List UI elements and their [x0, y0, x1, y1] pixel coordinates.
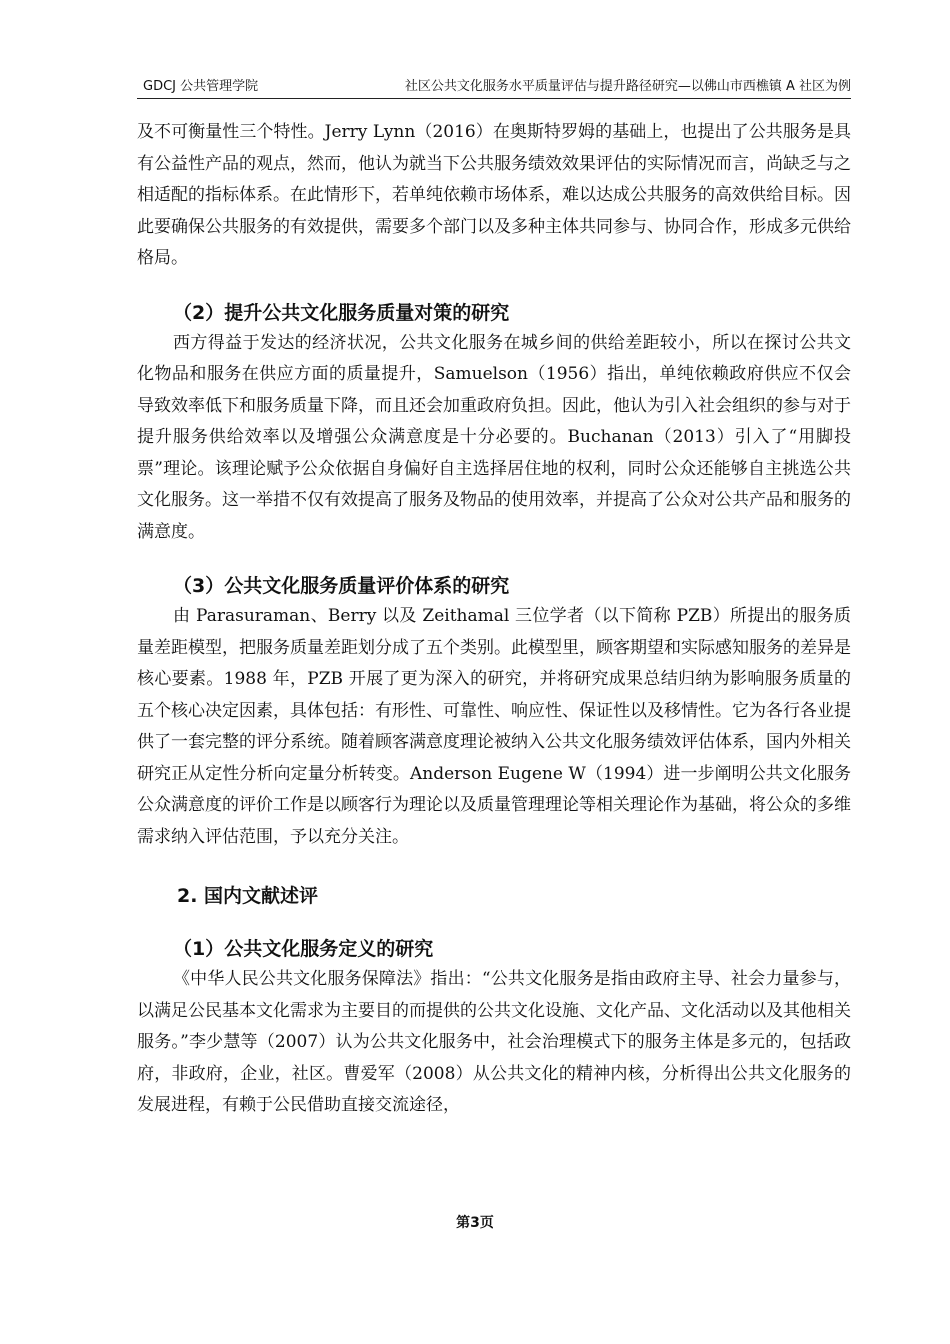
domestic-review-heading: 2. 国内文献述评 [177, 885, 319, 907]
page-number: 第3页 [456, 1215, 494, 1231]
page-body [137, 117, 851, 1122]
header-thesis-title: 社区公共文化服务水平质量评估与提升路径研究—以佛山市西樵镇 A 社区为例 [404, 79, 851, 94]
paragraph-evaluation-system: 由 Parasuraman、Berry 以及 Zeithamal 三位学者（以下简称 PZB）所提出的服务质量差距模型，把服务质量差距划分成了五个类别。此模型里，顾客期望和实际感知服务的差异是核心要素。1988 年，PZB 开展了更为深入的研究，并将研究成果总结归纳为影响服务质量的五个核心决定因素，具体包括：有形性、可靠性、响应性、保证性以及移情性。它为各行各业提供了一套完整的评分系统。随着顾客满意度理论被纳入公共文化服务绩效评估体系，国内外相关研究正从定性分析向定量分析转变。Anderson Eugene W（1994）进一步阐明公共文化服务公众满意度的评价工作是以顾客行为理论以及质量管理理论等相关理论作为基础，将公众的多维需求纳入评估范围，予以充分关注。 [137, 606, 851, 847]
section-heading-2: （2）提升公共文化服务质量对策的研究 [173, 301, 510, 324]
section-heading-3: （3）公共文化服务质量评价体系的研究 [173, 575, 510, 597]
paragraph-countermeasures: 西方得益于发达的经济状况，公共文化服务在城乡间的供给差距较小，所以在探讨公共文化物品和服务在供应方面的质量提升，Samuelson（1956）指出，单纯依赖政府供应不仅会导致效率低下和服务质量下降，而且还会加重政府负担。因此，他认为引入社会组织的参与对于提升服务供给效率以及增强公众满意度是十分必要的。Buchanan（2013）引入了“用脚投票”理论。该理论赋予公众依据自身偏好自主选择居住地的权利，同时公众还能够自主挑选公共文化服务。这一举措不仅有效提高了服务及物品的使用效率，并提高了公众对公共产品和服务的满意度。 [137, 332, 851, 542]
paragraph-definition: 《中华人民公共文化服务保障法》指出：“公共文化服务是指由政府主导、社会力量参与，以满足公民基本文化需求为主要目的而提供的公共文化设施、文化产品、文化活动以及其他相关服务。”李少慧等（2007）认为公共文化服务中，社会治理模式下的服务主体是多元的，包括政府，非政府，企业，社区。曹爱军（2008）从公共文化的精神内核，分析得出公共文化服务的发展进程，有赖于公民借助直接交流途径， [137, 969, 851, 1115]
paragraph-continued: 及不可衡量性三个特性。Jerry Lynn（2016）在奥斯特罗姆的基础上，也提出了公共服务是具有公益性产品的观点，然而，他认为就当下公共服务绩效效果评估的实际情况而言，尚缺乏与之相适配的指标体系。在此情形下，若单纯依赖市场体系，难以达成公共服务的高效供给目标。因此要确保公共服务的有效提供，需要多个部门以及多种主体共同参与、协同合作，形成多元供给格局。 [137, 122, 851, 268]
page-header [137, 78, 851, 99]
header-institution: GDCJ 公共管理学院 [143, 79, 259, 94]
section-heading-1: （1）公共文化服务定义的研究 [173, 938, 434, 960]
